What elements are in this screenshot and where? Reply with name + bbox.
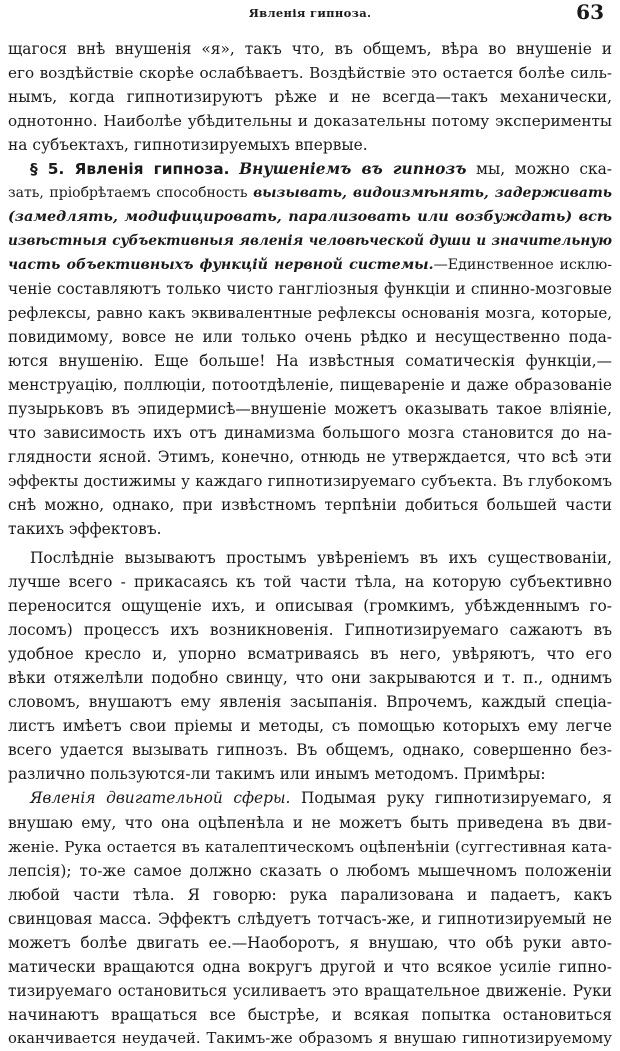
text-line: матически вращаются одна вокругъ другой и что всякое усиліе гипно- — [8, 957, 612, 976]
text-run: зать, пріобрѣтаемъ способность — [8, 185, 248, 202]
text-run: —Единственное исклю- — [433, 257, 612, 274]
text-line: словомъ, внушаютъ ему явленія засыпанія. Впрочемъ, каждый спеціа- — [8, 693, 612, 712]
text-line: листъ имѣетъ свои пріемы и методы, съ помощью которыхъ ему легче — [8, 717, 612, 736]
text-line: его воздѣйствіе скорѣе ослабѣваетъ. Воздѣйствіе это остается болѣе силь- — [8, 64, 612, 83]
text-line: начинаютъ вращаться все быстрѣе, и всякая попытка остановиться — [8, 1005, 612, 1024]
text-run: Подымая руку гипнотизируемаго, я — [300, 789, 612, 808]
text-line: можетъ болѣе двигать ее.—Наоборотъ, я внушаю, что обѣ руки авто- — [8, 933, 612, 952]
text-line: повидимому, вовсе не или только очень рѣдко и несущественно пода- — [8, 328, 612, 347]
text-line: рефлексы, равно какъ эквивалентные рефлексы основанія мозга, которые, — [8, 304, 612, 323]
text-line: эффекты достижимы у каждаго гипнотизируемаго субъекта. Въ глубокомъ — [8, 472, 612, 491]
text-line: переносится ощущеніе ихъ, и описывая (громкимъ, убѣжденнымъ го- — [8, 597, 612, 616]
emphasis-text: Внушеніемъ въ гипнозъ — [239, 160, 467, 179]
text-line: различно пользуются-ли такимъ или инымъ методомъ. Примѣры: — [8, 765, 546, 784]
emphasis-line: (замедлять, модифицировать, парализовать или возбуждать) всѣ — [8, 208, 612, 226]
text-line: лосомъ) процессъ ихъ возникновенія. Гипнотизируемаго сажаютъ въ — [8, 621, 612, 640]
running-title: Явленія гипноза. — [248, 6, 372, 20]
text-run: мы, можно ска- — [476, 160, 612, 179]
text-line: Послѣдніе вызываютъ простымъ увѣреніемъ въ ихъ существованіи, — [30, 549, 612, 568]
text-line: менструацію, поллюціи, потоотдѣленіе, пищевареніе и даже образованіе — [8, 376, 612, 395]
text-line: щагося внѣ внушенія «я», такъ что, въ общемъ, вѣра во внушеніе и — [8, 40, 612, 58]
section-first-line — [8, 157, 612, 181]
text-line: пузырьковъ въ эпидермисѣ—внушеніе можетъ оказывать такое вліяніе, — [8, 400, 612, 419]
section-heading: § 5. Явленія гипноза. — [30, 160, 230, 179]
text-line: на субъектахъ, гипнотизируемыхъ впервые. — [8, 136, 368, 155]
text-line — [8, 181, 612, 205]
page-number: 63 — [576, 0, 604, 24]
text-line: женіе. Рука остается въ каталептическомъ оцѣпенѣніи (суггестивная ката- — [8, 837, 612, 856]
text-line — [8, 786, 612, 810]
text-line: что зависимость ихъ отъ динамизма большого мозга становится до на- — [8, 424, 612, 443]
subheading-italic: Явленія двигательной сферы. — [30, 789, 291, 808]
text-line: ются внушенію. Еще больше! На извѣстныя соматическія функціи,— — [8, 352, 612, 371]
text-line: ченіе составляютъ только чисто гангліозныя функціи и спинно-мозговые — [8, 280, 612, 299]
page-body — [8, 37, 612, 1051]
text-line: удобное кресло и, упорно всматриваясь въ него, увѣряютъ, что его — [8, 645, 612, 664]
text-line: нымъ, когда гипнотизируютъ рѣже и не всегда—такъ механически, — [8, 88, 612, 107]
text-line — [8, 253, 612, 277]
text-line: всего удается вызывать гипнозъ. Въ общемъ, однако, совершенно без- — [8, 741, 612, 760]
page-header — [0, 0, 620, 36]
emphasis-line: извѣстныя субъективныя явленія человѣческой души и значительную — [8, 233, 612, 250]
text-line: глядности ясной. Этимъ, конечно, отнюдь не утверждается, что всѣ эти — [8, 448, 612, 467]
text-line: лучше всего - прикасаясь къ той части тѣла, на которую субъективно — [8, 573, 612, 592]
text-line: снѣ можно, однако, при извѣстномъ терпѣніи добиться большей части — [8, 496, 612, 515]
text-line: вѣки отяжелѣли подобно свинцу, что они закрываются и т. п., однимъ — [8, 669, 612, 688]
emphasis-text: часть объективныхъ функцій нервной системы. — [8, 257, 434, 274]
text-line: свинцовая масса. Эффектъ слѣдуетъ тотчасъ-же, и гипнотизируемый не — [8, 909, 612, 928]
text-line: однотонно. Наиболѣе убѣдительны и доказательны потому эксперименты — [8, 112, 612, 131]
text-line: любой части тѣла. Я говорю: рука парализована и падаетъ, какъ — [8, 885, 612, 904]
text-line: внушаю ему, что она оцѣпенѣла и не можетъ быть приведена въ дви- — [8, 813, 612, 832]
text-line: оканчивается неудачей. Такимъ-же образомъ я внушаю гипнотизируемому — [8, 1029, 612, 1047]
text-line: такихъ эффектовъ. — [8, 520, 162, 539]
emphasis-text: вызывать, видоизмѣнять, задерживать — [253, 185, 612, 202]
text-line: тизируемаго остановиться усиливаетъ это вращательное движеніе. Руки — [8, 981, 612, 1000]
text-line: лепсія); то-же самое должно сказать о любомъ мышечномъ положеніи — [8, 861, 612, 880]
